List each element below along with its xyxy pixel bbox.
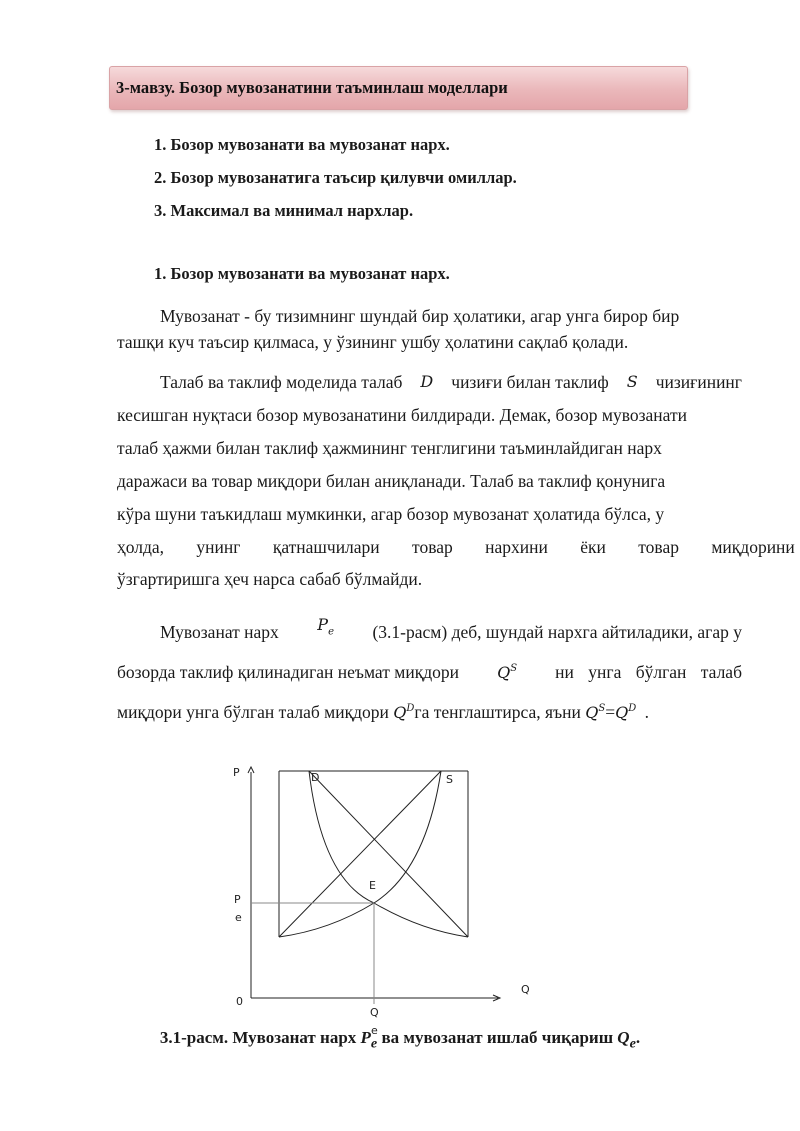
demand-line — [309, 771, 468, 937]
symbol-QS-sup: S — [510, 663, 518, 675]
eq-S-sup: S — [598, 703, 606, 715]
para3-text-b: (3.1-расм) деб, шундай нархга айтиладики, агар у — [372, 622, 742, 642]
symbol-QD-sup: D — [406, 703, 415, 715]
para2-line6-text: ҳолда, унинг қатнашчилари товар нархини ёки товар миқдорини — [117, 537, 795, 557]
para2-text-c: чизиғининг — [655, 372, 742, 392]
eq-Q1: Q — [585, 703, 599, 722]
symbol-Q: Q — [497, 663, 511, 682]
section-heading: 1. Бозор мувозанати ва мувозанат нарх. — [154, 264, 450, 283]
caption-q-sub: e — [629, 1035, 636, 1052]
label-pe-1: P — [234, 893, 241, 906]
caption-text-a: 3.1-расм. Мувозанат нарх — [159, 1028, 361, 1047]
figure-caption — [0, 1028, 800, 1052]
para2-line4: даражаси ва товар миқдори билан аниқланади. Талаб ва таклиф қонунига — [117, 471, 666, 491]
para2-line5: кўра шуни таъкидлаш мумкинки, агар бозор мувозанат ҳолатида бўлса, у — [117, 504, 665, 524]
caption-p-sub: e — [370, 1035, 378, 1052]
symbol-D: D — [420, 372, 434, 391]
label-s: S — [446, 773, 453, 786]
label-d: D — [311, 771, 320, 784]
label-q: Q — [521, 983, 530, 996]
label-e: E — [369, 879, 376, 892]
para2-text-b: чизиғи билан таклиф — [451, 372, 609, 392]
symbol-S: S — [626, 372, 638, 391]
label-zero: 0 — [236, 995, 243, 1008]
symbol-P-sub: e — [328, 626, 334, 638]
label-qe-2: e — [371, 1024, 378, 1037]
eq-Q2: Q — [615, 703, 629, 722]
eq-equals: = — [605, 702, 616, 722]
label-p: P — [233, 766, 240, 779]
para2-line2: кесишган нуқтаси бозор мувозанатини билдиради. Демак, бозор мувозанати — [117, 405, 687, 425]
para3-text-c: бозорда таклиф қилинадиган неъмат миқдори — [117, 662, 459, 682]
para3-text-f: га тенглаштирса, яъни — [414, 702, 581, 722]
symbol-Q: Q — [393, 703, 407, 722]
caption-q: Q — [617, 1028, 630, 1047]
eq-D-sup: D — [628, 703, 637, 715]
para3-text-a: Мувозанат нарх — [160, 622, 279, 642]
caption-end: . — [635, 1028, 641, 1047]
para2-text-a: Талаб ва таклиф моделида талаб — [160, 372, 403, 392]
toc-item-1: 1. Бозор мувозанати ва мувозанат нарх. — [154, 135, 450, 154]
para1-line2: ташқи куч таъсир қилмаса, у ўзининг ушбу ҳолатини сақлаб қолади. — [117, 332, 629, 352]
caption-p: P — [360, 1028, 371, 1047]
label-pe-2: e — [235, 911, 242, 924]
para3-text-e: миқдори унга бўлган талаб миқдори — [117, 702, 389, 722]
para3-text-d: ни унга бўлган талаб — [555, 662, 742, 682]
toc-item-3: 3. Максимал ва минимал нархлар. — [154, 201, 414, 220]
symbol-P: P — [317, 615, 329, 634]
para2-line7: ўзгартиришга ҳеч нарса сабаб бўлмайди. — [117, 569, 423, 589]
para2-line3: талаб ҳажми билан таклиф ҳажмининг тенглигини таъминлайдиган нарх — [117, 438, 662, 458]
para1-line1-text: Мувозанат - бу тизимнинг шундай бир ҳолатики, агар унга бирор бир — [160, 306, 680, 326]
para3-end: . — [644, 702, 650, 722]
label-qe-1: Q — [370, 1006, 379, 1019]
caption-text-b: ва мувозанат ишлаб чиқариш — [377, 1028, 618, 1047]
topic-title: 3-мавзу. Бозор мувозанатини таъминлаш моделлари — [116, 78, 508, 97]
toc-item-2: 2. Бозор мувозанатига таъсир қилувчи омиллар. — [154, 168, 517, 187]
